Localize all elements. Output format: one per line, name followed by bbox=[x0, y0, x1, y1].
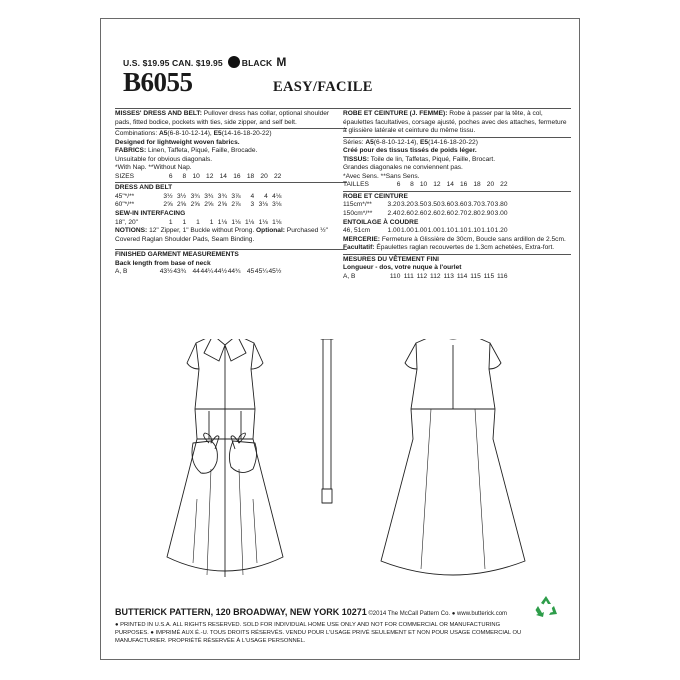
cell: 2.60 bbox=[441, 210, 454, 218]
fabrics-text: Linen, Taffeta, Piqué, Faille, Brocade. bbox=[146, 147, 258, 155]
cell: 3.00 bbox=[494, 210, 508, 218]
copyright: ©2014 The McCall Pattern Co. bbox=[366, 611, 452, 617]
row-label: A, B bbox=[343, 272, 356, 280]
sizes-label: SIZES bbox=[115, 172, 135, 180]
cell: 3 bbox=[250, 201, 255, 209]
cell: 4 bbox=[264, 192, 268, 200]
table-row bbox=[343, 273, 571, 282]
cell: 2⅝ bbox=[177, 201, 187, 209]
cell: 3.60 bbox=[441, 201, 454, 209]
notions-line bbox=[343, 236, 571, 253]
cell: 20 bbox=[260, 172, 268, 180]
interfacing-label: ENTOILAGE À COUDRE bbox=[343, 218, 419, 226]
cell: 115 bbox=[470, 272, 481, 280]
cell: 1⅛ bbox=[244, 218, 255, 226]
cell: 1⅛ bbox=[231, 218, 241, 226]
row-label: 46, 51cm bbox=[343, 227, 371, 235]
sizes-row bbox=[115, 173, 347, 182]
combo-e-sizes: (14-16-18-20-22) bbox=[428, 138, 478, 146]
difficulty-label: EASY/FACILE bbox=[273, 79, 373, 95]
size-letter: M bbox=[276, 55, 287, 69]
back-dress-drawing bbox=[381, 339, 525, 575]
fabrics-label: FABRICS: bbox=[115, 147, 147, 155]
cell: 10 bbox=[419, 181, 428, 189]
price-text: U.S. $19.95 CAN. $19.95 bbox=[123, 58, 223, 68]
english-description bbox=[115, 110, 347, 127]
fabrics-label: TISSUS: bbox=[343, 155, 370, 163]
series-label: Séries: bbox=[343, 138, 366, 146]
row-label: 18", 20" bbox=[115, 218, 139, 226]
french-description bbox=[343, 110, 571, 136]
cell: 112 bbox=[430, 272, 441, 280]
cell: 3.80 bbox=[494, 201, 508, 209]
cell: 2⅞ bbox=[231, 201, 241, 209]
cell: 12 bbox=[433, 181, 441, 189]
cell: 1.10 bbox=[467, 227, 481, 235]
cell: 1.00 bbox=[414, 227, 428, 235]
divider bbox=[115, 128, 347, 129]
cell: 18 bbox=[246, 172, 255, 180]
company-address: BUTTERICK PATTERN, 120 BROADWAY, NEW YORK 10271 bbox=[115, 607, 367, 617]
divider bbox=[115, 108, 347, 109]
color-dot-icon bbox=[228, 56, 240, 68]
row-label: A, B bbox=[115, 268, 128, 276]
cell: 20 bbox=[486, 181, 495, 189]
back-length-label: Longueur - dos, votre nuque à l'ourlet bbox=[343, 264, 462, 272]
cell: 4⅛ bbox=[272, 192, 282, 200]
combo-e: E5 bbox=[419, 138, 429, 146]
cell: 8 bbox=[410, 181, 414, 189]
cell: 110 bbox=[389, 272, 401, 280]
cell: 1⅛ bbox=[258, 218, 268, 226]
cell: 2.60 bbox=[427, 210, 441, 218]
french-column bbox=[343, 107, 571, 281]
cell: 44 bbox=[192, 268, 200, 276]
cell: 1 bbox=[182, 218, 187, 226]
english-column bbox=[115, 107, 347, 277]
row-label: 150cm*/** bbox=[343, 210, 373, 218]
cell: 114 bbox=[456, 272, 468, 280]
combo-a: A5 bbox=[365, 138, 374, 146]
cell: 45¼ bbox=[254, 268, 268, 276]
cell: 16 bbox=[460, 181, 468, 189]
table-row bbox=[115, 268, 347, 277]
cell: 22 bbox=[274, 172, 282, 180]
combo-e-sizes: (14-16-18-20-22) bbox=[221, 130, 272, 138]
cell: 3¾ bbox=[217, 192, 227, 200]
cell: 2.70 bbox=[454, 210, 468, 218]
interfacing-label: SEW-IN INTERFACING bbox=[115, 210, 186, 218]
sizes-row bbox=[343, 181, 571, 190]
fabrics-line bbox=[343, 156, 571, 165]
divider bbox=[343, 191, 571, 192]
recycle-icon bbox=[533, 594, 559, 620]
cell: 44¼ bbox=[200, 268, 214, 276]
cell: 1 bbox=[196, 218, 200, 226]
cell: 1.00 bbox=[400, 227, 414, 235]
cell: 1.20 bbox=[494, 227, 508, 235]
combo-a-sizes: (6-8-10-12-14), bbox=[167, 130, 214, 138]
french-title: ROBE ET CEINTURE (J. FEMME): bbox=[343, 110, 448, 117]
divider bbox=[115, 182, 347, 183]
cell: 2⅝ bbox=[204, 201, 214, 209]
cell: 3.50 bbox=[414, 201, 428, 209]
combo-a-sizes: (6-8-10-12-14), bbox=[373, 138, 420, 146]
cell: 2⅝ bbox=[190, 201, 200, 209]
cell: 2.60 bbox=[414, 210, 428, 218]
cell: 2⅝ bbox=[163, 201, 173, 209]
combo-a: A5 bbox=[158, 130, 168, 138]
cell: 45 bbox=[246, 268, 255, 276]
table-row bbox=[343, 227, 571, 236]
cell: 112 bbox=[416, 272, 428, 280]
cell: 14 bbox=[219, 172, 227, 180]
front-dress-drawing bbox=[167, 339, 283, 577]
pattern-number: B6055 bbox=[123, 67, 193, 97]
cell: 43½ bbox=[159, 268, 173, 276]
cell: 2.60 bbox=[400, 210, 414, 218]
cell: 113 bbox=[443, 272, 454, 280]
cell: 1⅛ bbox=[217, 218, 227, 226]
cell: 3⅛ bbox=[272, 201, 282, 209]
pattern-envelope-back bbox=[100, 18, 580, 660]
french-series bbox=[343, 139, 571, 148]
fabric-designed: Designed for lightweight woven fabrics. bbox=[115, 138, 240, 146]
cell: 8 bbox=[182, 172, 187, 180]
notions-label: MERCERIE: bbox=[343, 235, 380, 243]
finished-label: FINISHED GARMENT MEASUREMENTS bbox=[115, 251, 239, 259]
cell: 115 bbox=[483, 272, 495, 280]
cell: 22 bbox=[500, 181, 508, 189]
english-desc-text: Pullover dress has collar, optional shoulder pads, fitted bodice, pockets with ties, side zipper, and self belt. bbox=[115, 110, 330, 126]
notions-text: Fermeture à Glissière de 30cm, Boucle sans ardillon de 2.5cm. bbox=[380, 235, 566, 243]
cell: 2.40 bbox=[387, 210, 401, 218]
website: ● www.butterick.com bbox=[451, 611, 508, 617]
garment-line-drawings bbox=[101, 339, 579, 599]
cell: 1.00 bbox=[387, 227, 401, 235]
row-label: 60"*/** bbox=[115, 201, 135, 209]
fabric-designed: Créé pour des tissus tissés de poids léger. bbox=[343, 147, 477, 155]
table-row bbox=[343, 201, 571, 210]
diagonals-note: Unsuitable for obvious diagonals. bbox=[115, 155, 213, 163]
fabrics-line bbox=[115, 147, 347, 156]
dress-label: ROBE ET CEINTURE bbox=[343, 192, 408, 200]
cell: 4 bbox=[250, 192, 255, 200]
cell: 16 bbox=[233, 172, 241, 180]
table-row bbox=[115, 201, 347, 210]
table-row bbox=[115, 219, 347, 228]
cell: 14 bbox=[446, 181, 454, 189]
cell: 12 bbox=[206, 172, 214, 180]
cell: 1 bbox=[168, 218, 173, 226]
divider bbox=[343, 137, 571, 138]
optional-label: Optional: bbox=[256, 227, 285, 235]
divider bbox=[343, 108, 571, 109]
cell: 10 bbox=[192, 172, 200, 180]
row-label: 115cm*/** bbox=[343, 201, 372, 209]
belt-drawing bbox=[321, 339, 333, 503]
optional-label: Facultatif: bbox=[343, 244, 375, 252]
english-combinations bbox=[115, 130, 347, 139]
cell: 6 bbox=[168, 172, 173, 180]
legal-notice: ● PRINTED IN U.S.A. ALL RIGHTS RESERVED. SOLD FOR INDIVIDUAL HOME USE ONLY AND NOT FOR COMMERCIAL OR MANUFACTURING PURPOSES. ● IMPRIMÉ AUX É.-U. TOUS DROITS RÉSERVÉS. VENDU POUR L'USAGE PRIVÉ SEULEMENT ET NON POUR USAGE COMMERCIAL OU MANUFACTURIER. PROPRIÉTÉ RÉSERVÉE À L'USAGE PERSONNEL. bbox=[115, 622, 522, 644]
table-row bbox=[343, 210, 571, 219]
color-word: BLACK bbox=[241, 58, 273, 68]
cell: 3½ bbox=[163, 192, 173, 200]
cell: 3.50 bbox=[427, 201, 441, 209]
sizes-label: TAILLES bbox=[343, 181, 369, 189]
table-row bbox=[115, 193, 347, 202]
cell: 2⅝ bbox=[217, 201, 227, 209]
cell: 44½ bbox=[214, 268, 227, 276]
cell: 3.60 bbox=[454, 201, 468, 209]
notions-label: NOTIONS: bbox=[115, 227, 148, 235]
fabrics-text: Toile de lin, Taffetas, Piqué, Faille, Brocart. bbox=[369, 155, 496, 163]
footer-line bbox=[115, 607, 507, 617]
nap-note: *Avec Sens. **Sans Sens. bbox=[343, 172, 420, 180]
divider bbox=[343, 254, 571, 255]
cell: 111 bbox=[403, 272, 414, 280]
nap-note: *With Nap. **Without Nap. bbox=[115, 164, 192, 172]
cell: 18 bbox=[473, 181, 481, 189]
cell: 2.90 bbox=[481, 210, 495, 218]
notions-text: 12" Zipper, 1" Buckle without Prong. bbox=[147, 227, 257, 235]
notions-line bbox=[115, 227, 347, 244]
french-desc-text: Robe à passer par la tête, à col, épaulettes facultatives, corsage ajusté, poches avec des attaches, fermeture à glissière latérale et ceinture du même tissu. bbox=[343, 110, 567, 135]
dress-label: DRESS AND BELT bbox=[115, 184, 173, 192]
cell: 1⅛ bbox=[272, 218, 282, 226]
cell: 3.70 bbox=[467, 201, 481, 209]
cell: 3.70 bbox=[481, 201, 495, 209]
cell: 1.10 bbox=[454, 227, 468, 235]
cell: 3⅛ bbox=[258, 201, 268, 209]
cell: 43¾ bbox=[173, 268, 187, 276]
combo-e: E5 bbox=[213, 130, 222, 138]
cell: 3¾ bbox=[204, 192, 214, 200]
cell: 3.20 bbox=[400, 201, 414, 209]
cell: 116 bbox=[497, 272, 508, 280]
english-title: MISSES' DRESS AND BELT: bbox=[115, 110, 202, 117]
cell: 3⅞ bbox=[231, 192, 241, 200]
cell: 3½ bbox=[177, 192, 187, 200]
cell: 44¾ bbox=[227, 268, 241, 276]
diagonals-note: Grandes diagonales ne conviennent pas. bbox=[343, 164, 463, 172]
cell: 1.10 bbox=[441, 227, 454, 235]
combinations-label: Combinations: bbox=[115, 130, 159, 138]
cell: 1.10 bbox=[481, 227, 495, 235]
divider bbox=[115, 249, 347, 250]
row-label: 45"*/** bbox=[115, 192, 135, 200]
cell: 2.80 bbox=[467, 210, 481, 218]
optional-text: Purchased ½" Covered Raglan Shoulder Pads, Seam Binding. bbox=[115, 227, 328, 243]
optional-text: Épaulettes raglan recouvertes de 1.3cm achetées, Extra-fort. bbox=[374, 244, 555, 252]
back-length-label: Back length from base of neck bbox=[115, 259, 211, 267]
finished-label: MESURES DU VÊTEMENT FINI bbox=[343, 255, 439, 263]
cell: 1.00 bbox=[427, 227, 441, 235]
cell: 45½ bbox=[268, 268, 282, 276]
cell: 3.20 bbox=[387, 201, 401, 209]
cell: 6 bbox=[396, 181, 401, 189]
cell: 1 bbox=[209, 218, 214, 226]
cell: 3¾ bbox=[190, 192, 200, 200]
